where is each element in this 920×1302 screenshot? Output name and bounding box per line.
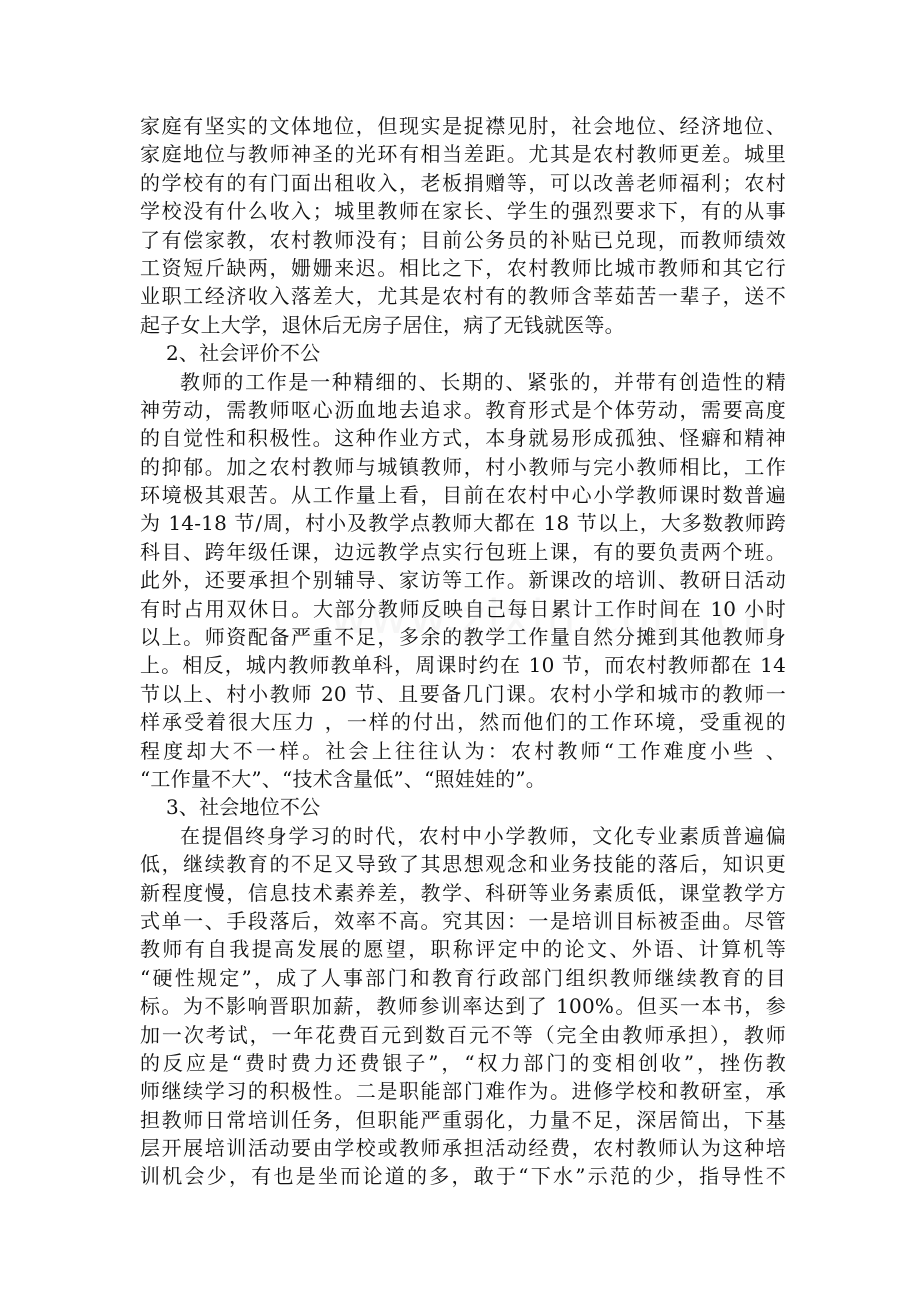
text-line: 在提倡终身学习的时代，农村中小学教师，文化专业素质普遍偏 — [180, 823, 786, 848]
text-line: 的抑郁。加之农村教师与城镇教师，村小教师与完小教师相比，工作 — [140, 454, 786, 479]
text-line: 为 14-18 节/周，村小及教学点教师大都在 18 节以上，大多数教师跨 — [140, 511, 786, 536]
text-line: 神劳动，需教师呕心沥血地去追求。教育形式是个体劳动，需要高度 — [140, 397, 786, 422]
text-line: 环境极其艰苦。从工作量上看，目前在农村中心小学教师课时数普遍 — [140, 483, 786, 508]
section-heading: 3、社会地位不公 — [166, 795, 321, 820]
text-line: 样承受着很大压力 ，一样的付出，然而他们的工作环境，受重视的 — [140, 710, 786, 735]
text-line: 家庭地位与教师神圣的光环有相当差距。尤其是农村教师更差。城里 — [140, 142, 786, 167]
text-line: 师继续学习的积极性。二是职能部门难作为。进修学校和教研室，承 — [140, 1079, 786, 1104]
text-line: 加一次考试，一年花费百元到数百元不等（完全由教师承担），教师 — [140, 1022, 786, 1047]
text-line: 训机会少，有也是坐而论道的多，敢于“下水”示范的少，指导性不 — [140, 1164, 786, 1189]
text-line: 标。为不影响晋职加薪，教师参训率达到了 100%。但买一本书，参 — [140, 994, 786, 1019]
text-line: 教师有自我提高发展的愿望，职称评定中的论文、外语、计算机等 — [140, 937, 786, 962]
text-line: 程度却大不一样。社会上往往认为：农村教师“工作难度小些 、 — [140, 738, 786, 763]
text-line: 教师的工作是一种精细的、长期的、紧张的，并带有创造性的精 — [180, 369, 786, 394]
text-line: 新程度慢，信息技术素养差，教学、科研等业务素质低，课堂教学方 — [140, 880, 786, 905]
text-line: 的反应是“费时费力还费银子”，“权力部门的变相创收”，挫伤教 — [140, 1050, 786, 1075]
text-line: “工作量不大”、“技术含量低”、“照娃娃的”。 — [140, 766, 546, 791]
text-line: 有时占用双休日。大部分教师反映自己每日累计工作时间在 10 小时 — [140, 596, 786, 621]
text-line: 式单一、手段落后，效率不高。究其因：一是培训目标被歪曲。尽管 — [140, 908, 786, 933]
text-line: 了有偿家教，农村教师没有；目前公务员的补贴已兑现，而教师绩效 — [140, 227, 786, 252]
text-line: 科目、跨年级任课，边远教学点实行包班上课，有的要负责两个班。 — [140, 539, 786, 564]
text-line: 低，继续教育的不足又导致了其思想观念和业务技能的落后，知识更 — [140, 852, 786, 877]
text-line: 以上。师资配备严重不足，多余的教学工作量自然分摊到其他教师身 — [140, 625, 786, 650]
text-line: 上。相反，城内教师教单科，周课时约在 10 节，而农村教师都在 14 — [140, 653, 786, 678]
text-line: 业职工经济收入落差大，尤其是农村有的教师含莘茹苦一辈子，送不 — [140, 284, 786, 309]
text-line: 此外，还要承担个别辅导、家访等工作。新课改的培训、教研日活动 — [140, 568, 786, 593]
section-heading: 2、社会评价不公 — [166, 341, 321, 366]
text-line: 节以上、村小教师 20 节、且要备几门课。农村小学和城市的教师一 — [140, 681, 786, 706]
text-line: “硬性规定”，成了人事部门和教育行政部门组织教师继续教育的目 — [140, 965, 786, 990]
text-line: 学校没有什么收入；城里教师在家长、学生的强烈要求下，有的从事 — [140, 199, 786, 224]
text-line: 起子女上大学，退休后无房子居住，病了无钱就医等。 — [140, 312, 625, 337]
text-line: 的自觉性和积极性。这种作业方式，本身就易形成孤独、怪癖和精神 — [140, 426, 786, 451]
text-line: 家庭有坚实的文体地位，但现实是捉襟见肘，社会地位、经济地位、 — [140, 114, 786, 138]
text-line: 工资短斤缺两，姗姗来迟。相比之下，农村教师比城市教师和其它行 — [140, 255, 786, 280]
text-line: 层开展培训活动要由学校或教师承担活动经费，农村教师认为这种培 — [140, 1136, 786, 1161]
document-page — [140, 112, 786, 1191]
text-line: 的学校有的有门面出租收入，老板捐赠等，可以改善老师福利；农村 — [140, 170, 786, 195]
text-line: 担教师日常培训任务，但职能严重弱化，力量不足，深居简出，下基 — [140, 1107, 786, 1132]
